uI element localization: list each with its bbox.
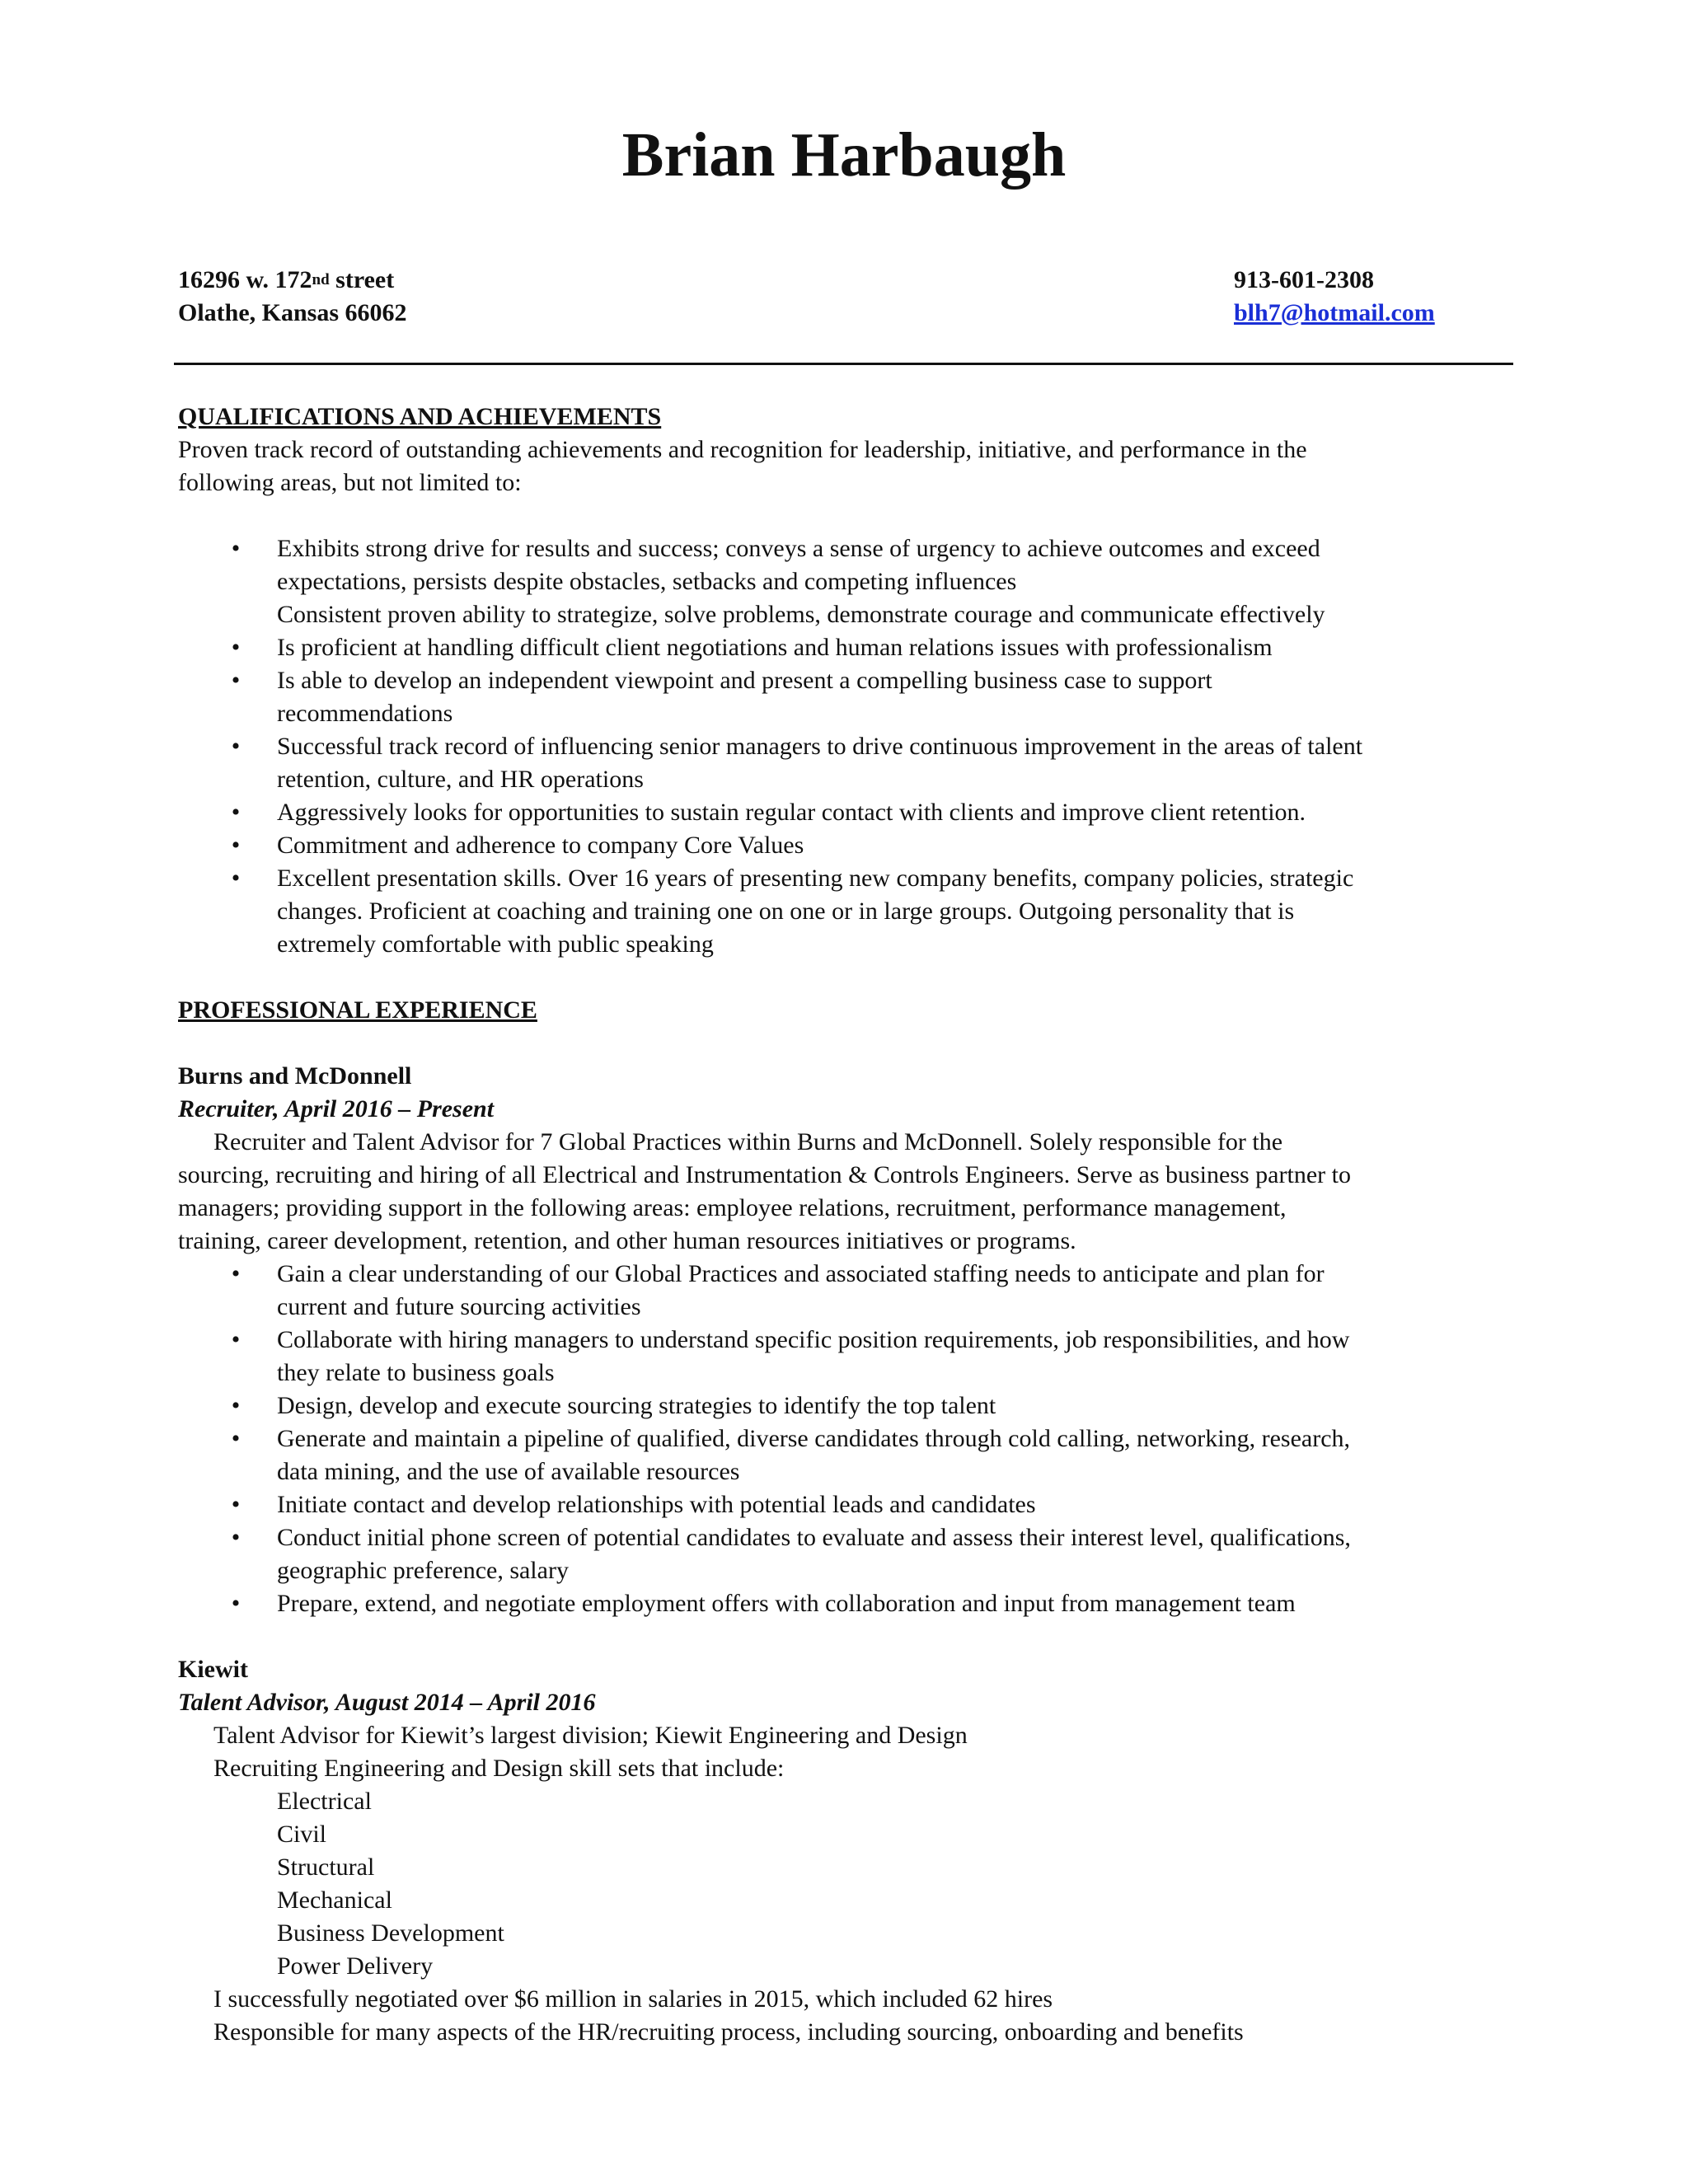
job-title: Recruiter, April 2016 – Present xyxy=(178,1095,495,1122)
job-description-line: Recruiter and Talent Advisor for 7 Global Practices within Burns and McDonnell. Solely responsible for the xyxy=(213,1128,1283,1155)
bullet-dot: • xyxy=(231,1491,241,1518)
job-description-line: training, career development, retention, and other human resources initiatives or programs. xyxy=(178,1227,1076,1254)
bullet-dot: • xyxy=(231,634,241,661)
qualifications-list xyxy=(178,532,1513,961)
job-description-line: Responsible for many aspects of the HR/recruiting process, including sourcing, onboarding and benefits xyxy=(213,2018,1244,2046)
list-item: • Exhibits strong drive for results and success; conveys a sense of urgency to achieve outcomes and exceed expectations, persists despite obstacles, setbacks and competing influences Consistent proven ability to strategize, solve problems, demonstrate courage and communicate effectively xyxy=(178,532,1513,631)
job-description-line: I successfully negotiated over $6 million in salaries in 2015, which included 62 hires xyxy=(213,1985,1053,2013)
list-item: • Commitment and adherence to company Core Values xyxy=(178,829,1513,862)
address-street-number: 16296 w. 172 xyxy=(178,266,312,293)
address-ordinal-suffix: nd xyxy=(312,271,330,288)
list-item: • Generate and maintain a pipeline of qualified, diverse candidates through cold calling, networking, research, data mining, and the use of available resources xyxy=(178,1422,1513,1488)
header-divider xyxy=(174,363,1513,365)
resume-body xyxy=(178,401,1513,2049)
skill-item: Civil xyxy=(277,1821,327,1848)
bullet-dot: • xyxy=(231,1425,241,1452)
list-item: • Excellent presentation skills. Over 16 years of presenting new company benefits, company policies, strategic changes. Proficient at coaching and training one on one or in large groups. Outgoing personality that is extremely comfortable with public speaking xyxy=(178,862,1513,961)
list-item: • Successful track record of influencing senior managers to drive continuous improvement in the areas of talent retention, culture, and HR operations xyxy=(178,730,1513,796)
list-item: • Gain a clear understanding of our Global Practices and associated staffing needs to anticipate and plan for current and future sourcing activities xyxy=(178,1258,1513,1324)
list-item: • Is proficient at handling difficult client negotiations and human relations issues with professionalism xyxy=(178,631,1513,664)
list-item: • Design, develop and execute sourcing strategies to identify the top talent xyxy=(178,1390,1513,1422)
bullet-dot: • xyxy=(231,667,241,694)
skill-item: Mechanical xyxy=(277,1886,392,1914)
job-description-line: managers; providing support in the following areas: employee relations, recruitment, performance management, xyxy=(178,1194,1287,1221)
address-line-2: Olathe, Kansas 66062 xyxy=(178,299,407,326)
bullet-dot: • xyxy=(231,1260,241,1287)
contact-row-1 xyxy=(178,264,1450,297)
skill-item: Business Development xyxy=(277,1919,504,1947)
bullet-dot: • xyxy=(231,799,241,826)
address-street-word: street xyxy=(329,266,395,293)
resume-name: Brian Harbaugh xyxy=(621,120,1067,190)
skill-item: Structural xyxy=(277,1854,375,1881)
skill-item: Electrical xyxy=(277,1788,372,1815)
list-item: • Collaborate with hiring managers to understand specific position requirements, job responsibilities, and how they relate to business goals xyxy=(178,1324,1513,1390)
email-link[interactable]: blh7@hotmail.com xyxy=(1234,299,1435,326)
contact-block xyxy=(178,264,1450,330)
list-item: • Initiate contact and develop relationships with potential leads and candidates xyxy=(178,1488,1513,1521)
list-item: • Prepare, extend, and negotiate employment offers with collaboration and input from management team xyxy=(178,1587,1513,1620)
bullet-dot: • xyxy=(231,1590,241,1617)
bullet-dot: • xyxy=(231,535,241,562)
qualifications-intro-line: Proven track record of outstanding achievements and recognition for leadership, initiative, and performance in the xyxy=(178,436,1307,463)
list-item: • Is able to develop an independent viewpoint and present a compelling business case to support recommendations xyxy=(178,664,1513,730)
skill-item: Power Delivery xyxy=(277,1952,434,1980)
bullet-dot: • xyxy=(231,832,241,859)
job-description-line: sourcing, recruiting and hiring of all Electrical and Instrumentation & Controls Engineers. Serve as business partner to xyxy=(178,1161,1351,1188)
bullet-dot: • xyxy=(231,1524,241,1551)
job-description-line: Recruiting Engineering and Design skill sets that include: xyxy=(213,1755,785,1782)
company-name: Burns and McDonnell xyxy=(178,1062,412,1090)
bullet-dot: • xyxy=(231,865,241,892)
bullet-dot: • xyxy=(231,1392,241,1419)
bullet-dot: • xyxy=(231,1326,241,1353)
list-item: • Aggressively looks for opportunities to sustain regular contact with clients and improve client retention. xyxy=(178,796,1513,829)
bullet-dot: • xyxy=(231,733,241,760)
qualifications-heading: QUALIFICATIONS AND ACHIEVEMENTS xyxy=(178,403,662,430)
contact-row-2 xyxy=(178,297,1450,330)
company-name: Kiewit xyxy=(178,1656,248,1683)
address-line-1 xyxy=(178,264,920,297)
experience-heading: PROFESSIONAL EXPERIENCE xyxy=(178,996,537,1024)
job-description-line: Talent Advisor for Kiewit’s largest division; Kiewit Engineering and Design xyxy=(213,1722,968,1749)
qualifications-intro-line: following areas, but not limited to: xyxy=(178,469,522,496)
job-duties-list xyxy=(178,1258,1513,1620)
phone-number: 913-601-2308 xyxy=(1234,266,1374,293)
list-item: • Conduct initial phone screen of potential candidates to evaluate and assess their interest level, qualifications, geographic preference, salary xyxy=(178,1521,1513,1587)
job-title: Talent Advisor, August 2014 – April 2016 xyxy=(178,1689,596,1716)
